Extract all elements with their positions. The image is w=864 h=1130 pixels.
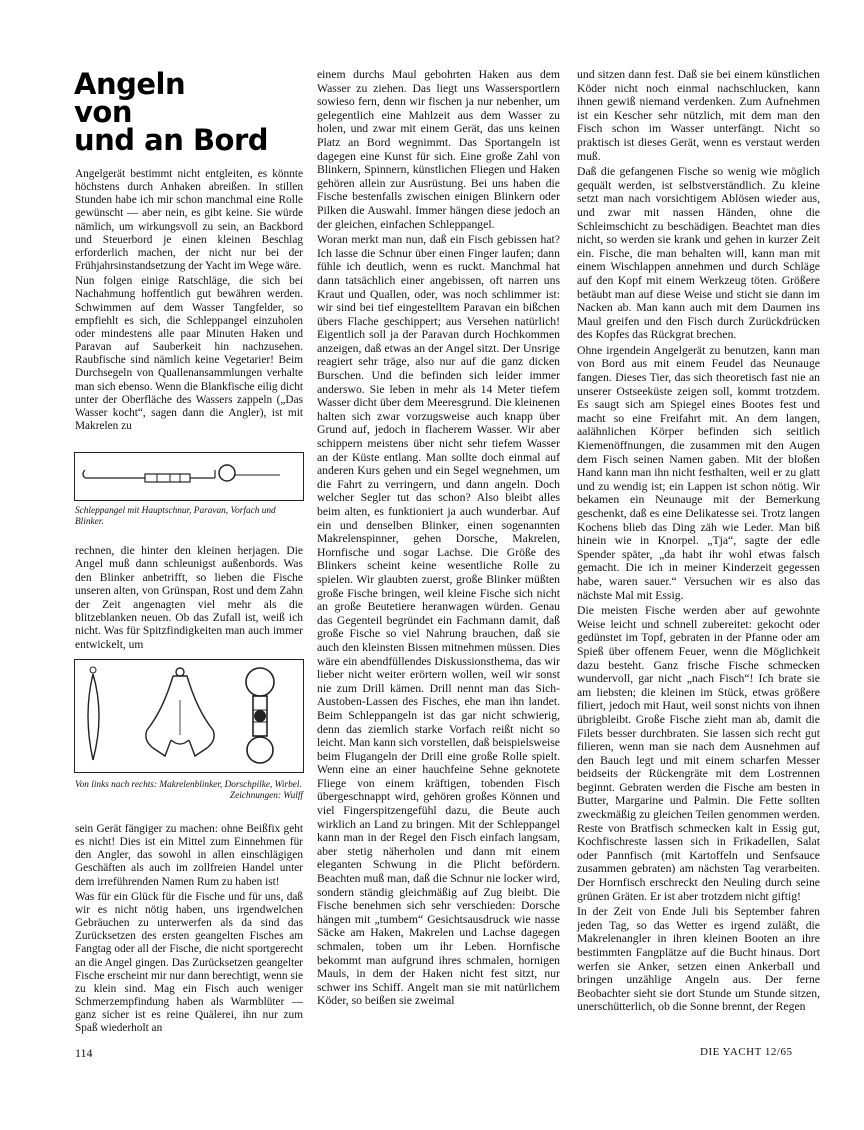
paragraph: In der Zeit von Ende Juli bis September fahren jeden Tag, so das Wetter es irgend zuläßt, die Makrelenangler in ihren kleinen Booten an ihre bestimmten Fangplätze auf die Bucht hinaus. Dort werfen sie Anker, setzen einen Ankerball und bringen unzählige Angeln aus. Der ferne Beobachter sieht sie dort Stunde um Stunde sitzen, unerschütterlich, ob die Sonne brennt, der Regen (577, 905, 820, 1014)
figure-tackle (74, 659, 304, 773)
title-line-1: Angeln (74, 67, 186, 101)
paragraph: einem durchs Maul gebohrten Haken aus dem Wasser zu ziehen. Das liegt uns Wassersportlern sowieso fern, denn wir fischen ja nur nebenher, um gelegentlich eine Mahlzeit aus dem Wasser zu holen, und zwar mit einem Gerät, das uns keinen Platz an Bord wegnimmt. Das Sportangeln ist dagegen eine Kunst für sich. Eine große Zahl von Blinkern, Spinnern, künstlichen Fliegen und Haken gehören allein zur Ausrüstung. Bei uns haben die Fische bestenfalls zwischen einigen Blinkern oder Pilken die Auswahl. Immer hängen diese jedoch an der gleichen, einfachen Schleppangel. (317, 68, 560, 231)
figure-schleppangel (74, 452, 304, 501)
figure-caption: Schleppangel mit Hauptschnur, Paravan, Vorfach und Blinker. (75, 506, 276, 527)
figure-caption (75, 780, 303, 802)
article-title (74, 67, 269, 157)
makrelenblinker-icon (88, 667, 99, 760)
column-1-bottom (75, 823, 303, 1038)
paragraph: Ohne irgendein Angelgerät zu benutzen, kann man von Bord aus mit einem Feudel das Neunauge fangen. Dieses Tier, das sich theoretisch fast nie an unserer Ostseeküste zeigen soll, kommt trotzdem. Es saugt sich am Spiegel eines Bootes fest und macht so eine Freifahrt mit. An dem langen, aalähnlichen Körper befinden sich seitlich Kiemenöffnungen, die zusammen mit den Augen dem Fisch seinen Namen gaben. Mit der bloßen Hand kann man ihn nicht festhalten, weil er zu glatt und zu wendig ist; ein Lappen ist schon nötig. Wir bekamen ein Neunauge mit der Bemerkung geschenkt, daß es eine Delikatesse sei. Trotz langen Kochens blieb das Ding zäh wie Leder. Man biß hinein wie in Knorpel. „Tja“, sagte der edle Spender später, „da habt ihr wohl etwas falsch gemacht. Die ich in meiner Kinderzeit gegessen habe, waren sauer.“ Versuchen wir es also das nächste Mal mit Essig. (577, 343, 820, 602)
wirbel-icon (246, 668, 274, 763)
paragraph: und sitzen dann fest. Daß sie bei einem künstlichen Köder nicht noch einmal nachschlucken, kann ihnen gewiß niemand verdenken. Zum Aufnehmen ist ein Kescher sehr nützlich, mit dem man den Fisch schon im Wasser unterfängt. Nicht so praktisch ist dieses Gerät, wenn es verstaut werden muß. (577, 68, 820, 163)
schleppangel-icon (75, 453, 303, 500)
paragraph: Nun folgen einige Ratschläge, die sich bei Nachahmung hoffentlich gut bewähren werden. Schwimmen auf dem Wasser Tangfelder, so empfiehlt es sich, die Schleppangel einzuholen oder mindestens alle paar Minuten Haken und Paravan auf Sauberkeit hin nachzusehen. Raubfische sind nämlich keine Vegetarier! Beim Durchsegeln von Quallenansammlungen verhalte man sich ebenso. Wenn die Blankfische eilig dicht unter der Oberfläche des Wassers zappeln („Das Wasser kocht“, sagen dann die Angler), ist mit Makrelen zu (75, 275, 303, 432)
paragraph: sein Gerät fängiger zu machen: ohne Beißfix geht es nicht! Dies ist ein Mittel zum Einnehmen für den Angler, das sowohl in allen einschlägigen Geschäften als auch im zollfreien Handel unter dem irreführenden Namen Rum zu haben ist! (75, 823, 303, 888)
magazine-issue: DIE YACHT 12/65 (700, 1046, 793, 1058)
dorschpilke-icon (146, 668, 214, 756)
paragraph: Die meisten Fische werden aber auf gewohnte Weise leicht und schnell zubereitet: gekocht oder gedünstet im Topf, gebraten in der Pfanne oder am Spieß über offenem Feuer, wenn die Möglichkeit dazu besteht. Ganz frische Fische schmecken wundervoll, gar nicht „nach Fisch“! Ich brate sie am liebsten; die kleinen im Stück, etwas größere filiert, jedoch mit Haut, weil sonst nichts von ihnen übrigbleibt. Große Fische zieht man ab, damit die Filets besser durchbraten. Sie lassen sich recht gut filieren, wenn man sie nach dem Ausnehmen auf den Bauch legt und mit einem scharfen Messer beidseits der Rückengräte mit dem Lostrennen beginnt. Gebraten werden die Fische am besten in Butter, Margarine und Palmin. Die Fette sollten zweckmäßig zu gleichen Teilen genommen werden. Reste von Bratfisch schmecken kalt in Essig gut, Kochfischreste lassen sich in Frikadellen, Salat oder Pannfisch (mit Kartoffeln und Senfsauce zusammen gebraten) am nächsten Tag verarbeiten. Der Hornfisch erschreckt den Neuling durch seine grünen Gräten. Er ist aber trotzdem nicht giftig! (577, 604, 820, 903)
paragraph: rechnen, die hinter den kleinen herjagen. Die Angel muß dann schleunigst außenbords. Was den Blinker anbetrifft, so lieben die Fische unseren alten, von Grünspan, Rost und dem Zahn der Zeit angenagten viel mehr als die blitzeblanken neuen. Ob das Zufall ist, weiß ich nicht. Was für Spitzfindigkeiten man auch immer entwickelt, um (75, 545, 303, 651)
paragraph: Daß die gefangenen Fische so wenig wie möglich gequält werden, ist selbstverständlich. Zu kleine setzt man nach vorsichtigem Ablösen wieder aus, und zwar mit nassen Händen, ohne die Schleimschicht zu beschädigen. Beachtet man dies nicht, so werden sie krank und gehen in kurzer Zeit ein. Fische, die man behalten will, kann man mit einem Wischlappen annehmen und durch Schläge auf den Kopf mit einem Werkzeug töten. Größere betäubt man auf diese Weise und sticht sie dann im Nacken ab. Man kann auch mit dem Daumen ins Maul greifen und den Fisch durch Zurückdrücken des Kopfes das Rückgrat brechen. (577, 165, 820, 342)
column-2 (317, 68, 560, 1010)
paragraph: Angelgerät bestimmt nicht entgleiten, es könnte höchstens durch Anhaken abreißen. In stillen Stunden habe ich mir schon manchmal eine Rolle gewünscht — aber nein, es gibt keine. Sie würde nämlich, um wirkungsvoll zu sein, an Backbord und Steuerbord je einen kleinen Beschlag erforderlich machen, der nicht nur bei der Frühjahrsinstandsetzung der Yacht im Wege wäre. (75, 168, 303, 273)
column-3 (577, 68, 820, 1016)
column-1-middle (75, 545, 303, 654)
paragraph: Was für ein Glück für die Fische und für uns, daß wir es nicht nötig haben, uns irgendwelchen Gebräuchen zu unterwerfen als da sind das Zurücksetzen des ersten geangelten Fisches am Fangtag oder all der Fische, die nicht sportgerecht an die Angel gingen. Das Zurücksetzen geangelter Fische erscheint mir nur dann berechtigt, wenn sie zu klein sind. Mag ein Fisch auch weniger Schmerzempfindung haben als Warmblüter — ganz sicher ist es reine Quälerei, ihn nur zum Spaß wiederholt an (75, 890, 303, 1035)
title-line-2: von (74, 95, 132, 129)
caption-credit: Zeichnungen: Wulff (229, 791, 303, 801)
title-line-3: und an Bord (74, 123, 269, 157)
paragraph: Woran merkt man nun, daß ein Fisch gebissen hat? Ich lasse die Schnur über einen Finger laufen; dann fühle ich deutlich, wenn es ruckt. Manchmal hat dann tatsächlich einer angebissen, oft narren uns Kraut und Quallen, oder, was noch schlimmer ist: wir sind bei tief eingestelltem Paravan ein bißchen übers Flache geschippert; aus Versehen natürlich! Eigentlich soll ja der Paravan durch Hochkommen anzeigen, daß etwas an der Angel sitzt. Der Unsrige reagiert sehr träge, also nur auf die ganz dicken Burschen. Und die befinden sich leider immer anderswo. Sie leben in mehr als 14 Meter tiefem Wasser dicht über dem Meeresgrund. Die kleinenen halten sich zwar vorzugsweise auch knapp über Grund auf, jedoch in flacherem Wasser. Wir aber schippern meistens über nicht sehr tiefem Wasser an der Küste entlang. Man sollte doch einmal auf anderen Kurs gehen und ein Segel wegnehmen, um die Fahrt zu verringern, und dann angeln. Doch welcher Segler tut das schon? Also bleibt alles beim alten, es funktioniert ja auch wunderbar. Auf ein und denselben Blinker, einen sogenannten Makrelenspinner, gehen Dorsche, Makrelen, Hornfische und sogar Lachse. Die Größe des Blinkers scheint keine wesentliche Rolle zu spielen. Wir glaubten zuerst, große Blinker müßten große Fische bringen, weil kleine Fische sich nicht an große Beutetiere heranwagen würden. Genau das Gegenteil begründet ein Fachmann damit, daß große Fische so viel Nahrung brauchen, daß sie auch den kleinsten Bissen mitnehmen müssen. Dies wäre ein abendfüllendes Diskussionsthema, das wir lieber nicht weiter erörtern wollen, weil wir sonst nie zum Drill kämen. Drill nennt man das Sich-Austoben-Lassen des Fisches, ehe man ihn landet. Beim Schleppangeln ist das gar nicht schwierig, denn das ziemlich starke Vorfach reißt nicht so leicht. Man kann sich vorstellen, daß beispielsweise beim Flugangeln der Drill eine große Rolle spielt. Wenn eine an einer hauchfeine Sehne geknotete Fliege von einem kräftigen, tobenden Fisch übergeschnappt wird, gehören großes Können und viel Fingerspitzengefühl dazu, die Beute auch wirklich an Land zu bringen. Mit der Schleppangel kann man in der Regel den Fisch einfach langsam, aber stetig näherholen und dann mit einem eleganten Schwung in die Plicht befördern. Beachten muß man, daß die Schnur nie locker wird, sondern ständig gleichmäßig auf Zug bleibt. Die Fische benehmen sich sehr verschieden: Dorsche hängen mit „tumbem“ Gesichtsausdruck wie nasse Säcke am Haken, Makrelen und Lachse dagegen schmalen, toben um ihr Leben. Hornfische bekommt man aufgrund ihres schmalen, hornigen Mauls, in dem der Haken nicht fest sitzt, nur schwer ins Schiff. Angelt man sie mit natürlichem Köder, so beißen sie zweimal (317, 233, 560, 1008)
column-1-top (75, 168, 303, 435)
page-number: 114 (75, 1046, 93, 1060)
caption-text: Von links nach rechts: Makrelenblinker, Dorschpilke, Wirbel. (75, 780, 302, 790)
